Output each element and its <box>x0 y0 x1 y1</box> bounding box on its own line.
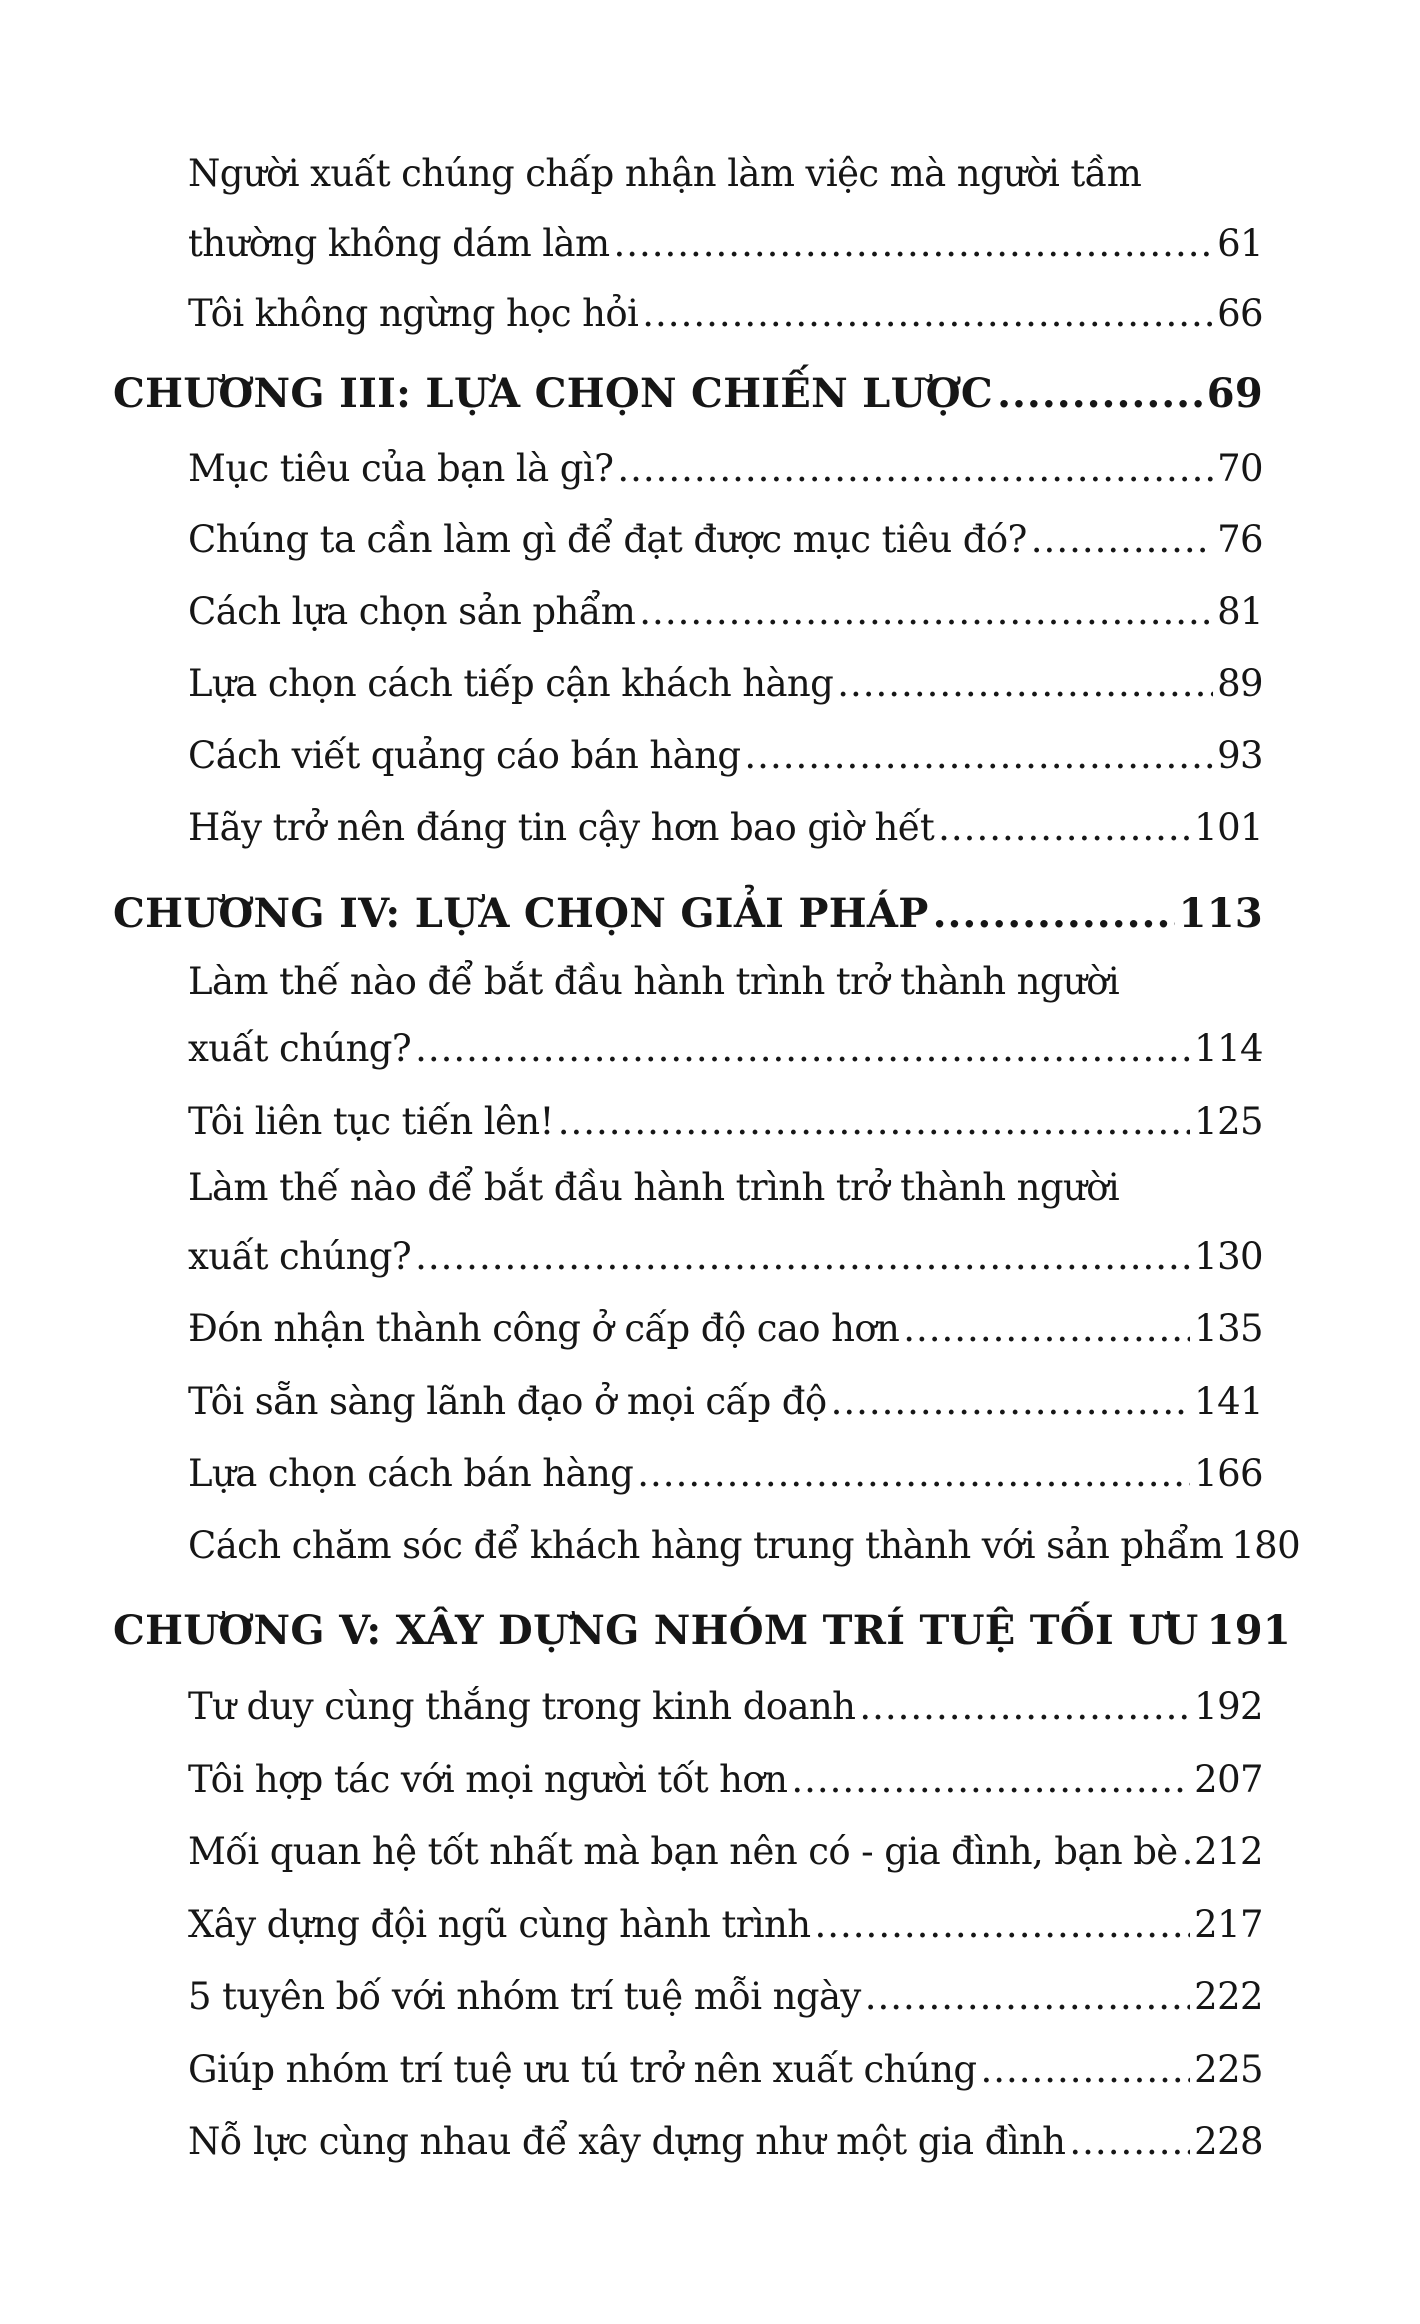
toc-entry <box>188 1685 1263 1728</box>
dot-leader <box>415 1027 1190 1070</box>
toc-entry <box>188 806 1263 849</box>
toc-page-number: 222 <box>1194 1975 1263 2018</box>
toc-entry-title: Lựa chọn cách bán hàng <box>188 1452 634 1495</box>
toc-entry-title: Tư duy cùng thắng trong kinh doanh <box>188 1685 856 1728</box>
dot-leader <box>415 1235 1190 1278</box>
toc-entry <box>188 1830 1263 1873</box>
toc-page-number: 81 <box>1217 590 1263 633</box>
toc-entry-title: Hãy trở nên đáng tin cậy hơn bao giờ hết <box>188 806 935 849</box>
toc-page-number: 93 <box>1217 734 1263 777</box>
toc-entry-line1: Làm thế nào để bắt đầu hành trình trở thành người <box>188 1166 1120 1209</box>
dot-leader <box>859 1685 1190 1728</box>
toc-page-number: 191 <box>1206 1607 1291 1654</box>
toc-page-number: 69 <box>1206 370 1263 417</box>
dot-leader <box>744 734 1213 777</box>
toc-entry-title: Cách lựa chọn sản phẩm <box>188 590 636 633</box>
toc-page-number: 101 <box>1194 806 1263 849</box>
toc-entry-title: 5 tuyên bố với nhóm trí tuệ mỗi ngày <box>188 1975 861 2018</box>
toc-entry <box>188 2048 1263 2091</box>
toc-page-number: 180 <box>1231 1524 1301 1567</box>
toc-entry <box>188 662 1263 705</box>
dot-leader <box>997 370 1203 417</box>
toc-entry-title: Tôi hợp tác với mọi người tốt hơn <box>188 1758 788 1801</box>
toc-entry <box>188 447 1263 490</box>
toc-entry-title: Xây dựng đội ngũ cùng hành trình <box>188 1903 811 1946</box>
toc-entry <box>188 1027 1263 1070</box>
dot-leader <box>831 1380 1191 1423</box>
toc-entry-title: Nỗ lực cùng nhau để xây dựng như một gia đình <box>188 2120 1066 2163</box>
dot-leader <box>938 806 1190 849</box>
toc-entry-line1: Làm thế nào để bắt đầu hành trình trở thành người <box>188 960 1120 1003</box>
toc-page-number: 228 <box>1194 2120 1263 2163</box>
toc-chapter-heading <box>113 890 1263 937</box>
toc-page-number: 76 <box>1217 518 1263 561</box>
dot-leader <box>558 1100 1190 1143</box>
toc-entry <box>188 518 1263 561</box>
toc-entry <box>188 1380 1263 1423</box>
dot-leader <box>1069 2120 1190 2163</box>
toc-page-number: 125 <box>1194 1100 1263 1143</box>
dot-leader <box>815 1903 1191 1946</box>
dot-leader <box>865 1975 1190 2018</box>
toc-entry <box>188 292 1263 335</box>
toc-page-number: 225 <box>1194 2048 1263 2091</box>
toc-entry-title: Mối quan hệ tốt nhất mà bạn nên có - gia đình, bạn bè <box>188 1830 1178 1873</box>
toc-page-number: 130 <box>1194 1235 1263 1278</box>
toc-entry <box>188 1100 1263 1143</box>
toc-entry <box>188 222 1263 265</box>
toc-entry-title: Cách chăm sóc để khách hàng trung thành với sản phẩm <box>188 1524 1224 1567</box>
dot-leader <box>642 292 1213 335</box>
dot-leader <box>980 2048 1190 2091</box>
toc-page-number: 212 <box>1194 1830 1263 1873</box>
dot-leader <box>637 1452 1190 1495</box>
toc-chapter-heading <box>113 370 1263 417</box>
toc-entry <box>188 1452 1263 1495</box>
toc-entry-title: xuất chúng? <box>188 1027 412 1070</box>
toc-page-number: 61 <box>1217 222 1263 265</box>
toc-page-number: 166 <box>1194 1452 1263 1495</box>
chapter-title: CHƯƠNG IV: LỰA CHỌN GIẢI PHÁP <box>113 890 929 937</box>
toc-page-number: 113 <box>1178 890 1263 937</box>
toc-entry-line1: Người xuất chúng chấp nhận làm việc mà người tầm <box>188 152 1142 195</box>
toc-entry <box>188 590 1263 633</box>
toc-entry-title: Tôi liên tục tiến lên! <box>188 1100 554 1143</box>
chapter-title: CHƯƠNG V: XÂY DỰNG NHÓM TRÍ TUỆ TỐI ƯU <box>113 1607 1199 1654</box>
toc-entry-title: xuất chúng? <box>188 1235 412 1278</box>
toc-page-number: 192 <box>1194 1685 1263 1728</box>
toc-entry-title: Tôi sẵn sàng lãnh đạo ở mọi cấp độ <box>188 1380 827 1423</box>
toc-entry <box>188 1975 1263 2018</box>
dot-leader <box>791 1758 1190 1801</box>
toc-entry-title: Tôi không ngừng học hỏi <box>188 292 639 335</box>
dot-leader <box>1182 1830 1191 1873</box>
toc-page-number: 114 <box>1194 1027 1263 1070</box>
toc-entry-title: Giúp nhóm trí tuệ ưu tú trở nên xuất chúng <box>188 2048 977 2091</box>
toc-entry <box>188 1307 1263 1350</box>
dot-leader <box>903 1307 1190 1350</box>
toc-entry-title: thường không dám làm <box>188 222 610 265</box>
dot-leader <box>617 447 1213 490</box>
toc-entry <box>188 1758 1263 1801</box>
toc-chapter-heading <box>113 1607 1291 1654</box>
toc-entry-title: Lựa chọn cách tiếp cận khách hàng <box>188 662 834 705</box>
toc-entry <box>188 1903 1263 1946</box>
dot-leader <box>613 222 1213 265</box>
toc-entry <box>188 734 1263 777</box>
toc-entry-title: Chúng ta cần làm gì để đạt được mục tiêu đó? <box>188 518 1027 561</box>
toc-page-number: 217 <box>1194 1903 1263 1946</box>
dot-leader <box>1031 518 1213 561</box>
toc-page-number: 141 <box>1194 1380 1263 1423</box>
toc-page-number: 89 <box>1217 662 1263 705</box>
toc-entry-title: Mục tiêu của bạn là gì? <box>188 447 614 490</box>
dot-leader <box>837 662 1213 705</box>
toc-page-number: 135 <box>1194 1307 1263 1350</box>
toc-page-number: 70 <box>1217 447 1263 490</box>
toc-entry <box>188 2120 1263 2163</box>
toc-page-number: 207 <box>1194 1758 1263 1801</box>
toc-entry-title: Đón nhận thành công ở cấp độ cao hơn <box>188 1307 900 1350</box>
dot-leader <box>639 590 1213 633</box>
chapter-title: CHƯƠNG III: LỰA CHỌN CHIẾN LƯỢC <box>113 370 994 417</box>
toc-page-number: 66 <box>1217 292 1263 335</box>
toc-entry <box>188 1524 1301 1567</box>
dot-leader <box>933 890 1175 937</box>
toc-entry <box>188 1235 1263 1278</box>
toc-entry-title: Cách viết quảng cáo bán hàng <box>188 734 741 777</box>
